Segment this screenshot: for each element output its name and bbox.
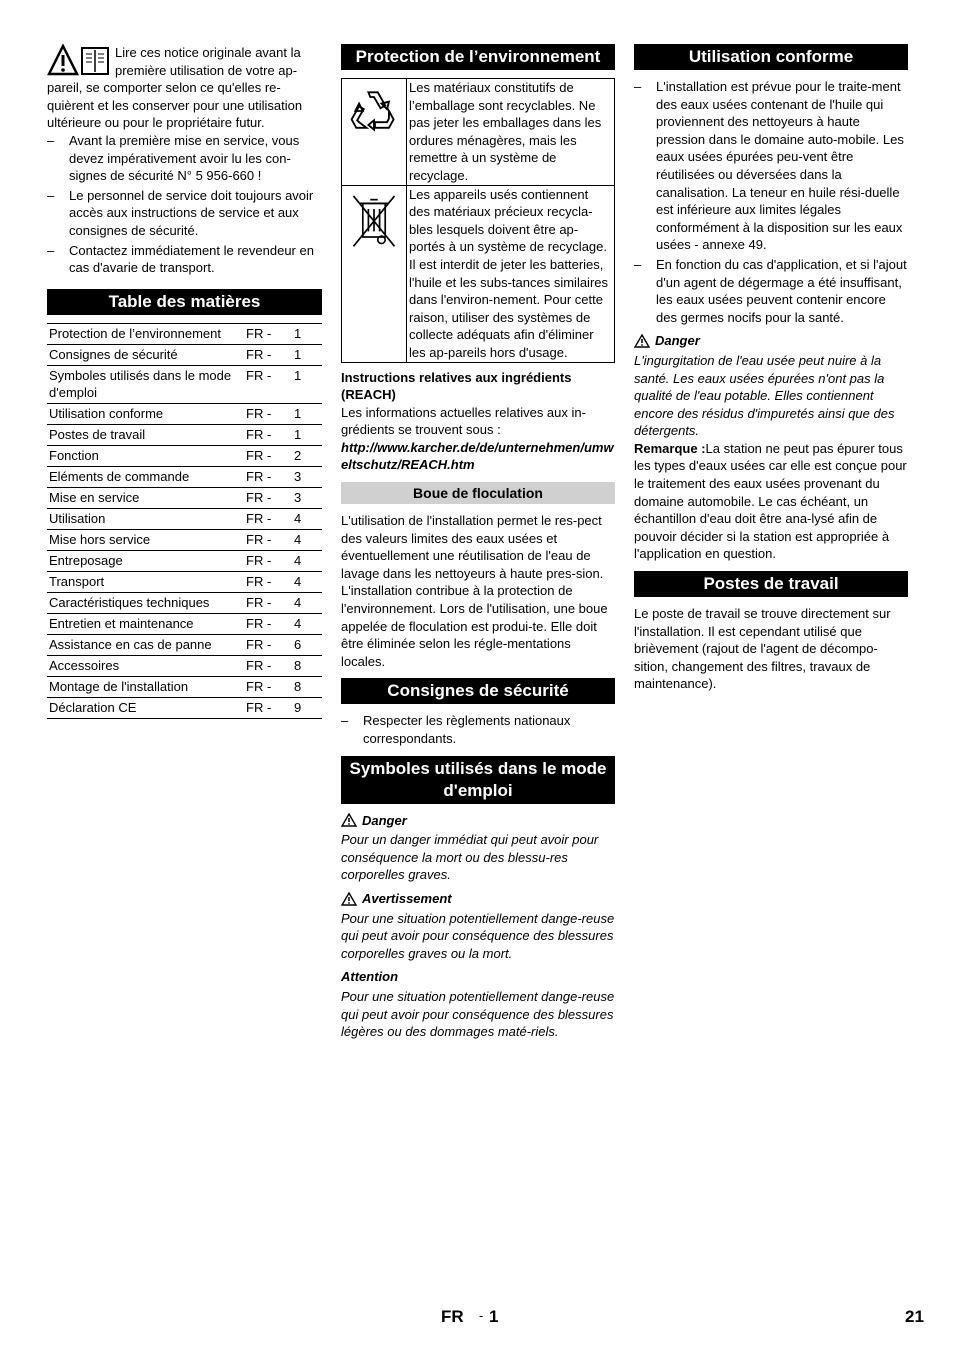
toc-page: 8 bbox=[292, 655, 322, 676]
intended-danger-heading bbox=[634, 332, 908, 350]
toc-label: Transport bbox=[47, 571, 244, 592]
footer-dash: - bbox=[479, 1308, 484, 1323]
intro-item: – Avant la première mise en service, vous devez impérativement avoir lu les con-signes de sécurité N° 5 956-660 ! bbox=[47, 132, 322, 185]
toc-row[interactable] bbox=[47, 508, 322, 529]
toc-prefix: FR - bbox=[244, 676, 292, 697]
toc-page: 1 bbox=[292, 323, 322, 344]
toc-page: 4 bbox=[292, 592, 322, 613]
toc-label: Entretien et maintenance bbox=[47, 613, 244, 634]
toc-row[interactable] bbox=[47, 634, 322, 655]
toc-page: 3 bbox=[292, 487, 322, 508]
toc-page: 4 bbox=[292, 529, 322, 550]
toc-row[interactable] bbox=[47, 466, 322, 487]
toc-row[interactable] bbox=[47, 550, 322, 571]
intended-danger-text: L'ingurgitation de l'eau usée peut nuire à la santé. Les eaux usées épurées n'ont pas la qualité de l'eau potable. Elles contiennent encore des résidus d'impuretés ainsi que des détergents. bbox=[634, 352, 895, 439]
recycle-text: Les matériaux constitutifs de l’emballage sont recyclables. Ne pas jeter les emballages dans les ordures ménagères, mais les remettre à un système de recyclage. bbox=[407, 79, 615, 186]
toc-page: 4 bbox=[292, 613, 322, 634]
workstations-text: Le poste de travail se trouve directement sur l'installation. Il est cependant utilisé que brièvement (rajout de l'agent de décompo-sition, changement des filtres, travaux de maintenance). bbox=[634, 606, 891, 692]
column-right bbox=[634, 44, 908, 693]
sludge-text: L'utilisation de l'installation permet le res-pect des valeurs limites des eaux usées et éventuellement une réutilisation de l'eau de lavage dans les nettoyeurs à haute pres-sion. L'installation contribue à la protection de l'environnement. Lors de l'utilisation, une boue appelée de floculation est produi-te. Elle doit être éliminée selon les régle-mentations locales. bbox=[341, 513, 608, 669]
safety-item: – Respecter les règlements nationaux correspondants. bbox=[341, 712, 615, 747]
toc-prefix: FR - bbox=[244, 592, 292, 613]
toc-row[interactable] bbox=[47, 365, 322, 403]
toc-title: Table des matières bbox=[47, 289, 322, 315]
safety-title: Consignes de sécurité bbox=[341, 678, 615, 704]
toc-label: Utilisation conforme bbox=[47, 403, 244, 424]
toc-prefix: FR - bbox=[244, 697, 292, 718]
environment-table bbox=[341, 78, 615, 363]
toc-page: 6 bbox=[292, 634, 322, 655]
workstations-title: Postes de travail bbox=[634, 571, 908, 597]
toc-page: 4 bbox=[292, 550, 322, 571]
toc-prefix: FR - bbox=[244, 550, 292, 571]
toc-label: Mise hors service bbox=[47, 529, 244, 550]
footer-page-in-lang: 1 bbox=[489, 1307, 499, 1326]
footer-language: FR bbox=[441, 1307, 464, 1326]
reach-text: Les informations actuelles relatives aux in-grédients se trouvent sous : bbox=[341, 404, 586, 438]
intro-list bbox=[47, 132, 322, 277]
toc-row[interactable] bbox=[47, 676, 322, 697]
toc-label: Postes de travail bbox=[47, 424, 244, 445]
toc-row[interactable] bbox=[47, 323, 322, 344]
toc-page: 8 bbox=[292, 676, 322, 697]
attention-label: Attention bbox=[341, 969, 399, 985]
toc-prefix: FR - bbox=[244, 529, 292, 550]
danger-text: Pour un danger immédiat qui peut avoir pour conséquence la mort ou des blessu-res corporelles graves. bbox=[341, 832, 599, 883]
weee-text: Les appareils usés contiennent des matériaux précieux recycla-bles lesquels doivent être ap-portés à un système de recyclage. Il est interdit de jeter les batteries, l'huile et les subs-tances similaires dans l'environ-nement. Pour cette raison, utiliser des systèmes de collecte adéquats afin d'éliminer les ap-pareils hors d'usage. bbox=[407, 185, 615, 362]
toc-row[interactable] bbox=[47, 655, 322, 676]
attention-text: Pour une situation potentiellement dange-reuse qui peut avoir pour conséquence des blessures légères ou des dommages maté-riels. bbox=[341, 988, 615, 1040]
intended-use-item: – En fonction du cas d'application, et si l'ajout d'un agent de dégermage a été insuffisant, les eaux usées peuvent contenir encore des germes nocifs pour la santé. bbox=[634, 256, 908, 326]
toc-page: 4 bbox=[292, 571, 322, 592]
remark-label: Remarque : bbox=[634, 440, 706, 456]
intro-section bbox=[47, 44, 322, 277]
toc-prefix: FR - bbox=[244, 323, 292, 344]
toc-label: Déclaration CE bbox=[47, 697, 244, 718]
danger-heading bbox=[341, 812, 615, 830]
toc-table bbox=[47, 323, 322, 719]
safety-list bbox=[341, 712, 615, 747]
toc-page: 4 bbox=[292, 508, 322, 529]
warning-label: Avertissement bbox=[362, 890, 452, 906]
intended-use-title: Utilisation conforme bbox=[634, 44, 908, 70]
toc-prefix: FR - bbox=[244, 508, 292, 529]
toc-label: Eléments de commande bbox=[47, 466, 244, 487]
warning-triangle-icon bbox=[341, 813, 357, 827]
toc-prefix: FR - bbox=[244, 634, 292, 655]
toc-label: Utilisation bbox=[47, 508, 244, 529]
reach-link[interactable]: http://www.karcher.de/de/unternehmen/umweltschutz/REACH.htm bbox=[341, 439, 614, 473]
column-middle bbox=[341, 44, 615, 1041]
toc-row[interactable] bbox=[47, 592, 322, 613]
toc-prefix: FR - bbox=[244, 365, 292, 403]
toc-prefix: FR - bbox=[244, 655, 292, 676]
remark-text: La station ne peut pas épurer tous les types d'eaux usées car elle est conçue pour le traitement des eaux usées provenant du domaine automobile. Le cas échéant, un échantillon d'eau doit être ana-lysé afin de pouvoir décider si la station est appropriée à l'application en question. bbox=[634, 440, 907, 562]
toc-label: Montage de l'installation bbox=[47, 676, 244, 697]
toc-row[interactable] bbox=[47, 697, 322, 718]
toc-row[interactable] bbox=[47, 613, 322, 634]
warning-triangle-icon bbox=[634, 334, 650, 348]
column-left bbox=[47, 44, 322, 719]
toc-label: Caractéristiques techniques bbox=[47, 592, 244, 613]
toc-prefix: FR - bbox=[244, 424, 292, 445]
warning-heading bbox=[341, 890, 615, 908]
warning-manual-icon bbox=[47, 44, 111, 78]
toc-row[interactable] bbox=[47, 529, 322, 550]
toc-page: 3 bbox=[292, 466, 322, 487]
toc-row[interactable] bbox=[47, 487, 322, 508]
toc-row[interactable] bbox=[47, 445, 322, 466]
toc-label: Symboles utilisés dans le mode d'emploi bbox=[47, 365, 244, 403]
toc-row[interactable] bbox=[47, 403, 322, 424]
toc-prefix: FR - bbox=[244, 445, 292, 466]
toc-label: Mise en service bbox=[47, 487, 244, 508]
toc-row[interactable] bbox=[47, 571, 322, 592]
symbols-title: Symboles utilisés dans le mode d'emploi bbox=[341, 756, 615, 804]
intended-use-list bbox=[634, 78, 908, 326]
intended-danger-label: Danger bbox=[655, 333, 700, 349]
toc-prefix: FR - bbox=[244, 403, 292, 424]
remark bbox=[634, 440, 908, 563]
page-number: 21 bbox=[905, 1307, 924, 1326]
environment-title: Protection de l’environnement bbox=[341, 44, 615, 70]
toc-page: 1 bbox=[292, 403, 322, 424]
toc-prefix: FR - bbox=[244, 344, 292, 365]
toc-prefix: FR - bbox=[244, 466, 292, 487]
toc-page: 9 bbox=[292, 697, 322, 718]
toc-page: 1 bbox=[292, 344, 322, 365]
reach-heading: Instructions relatives aux ingrédients (REACH) bbox=[341, 369, 572, 403]
toc-label: Protection de l’environnement bbox=[47, 323, 244, 344]
intro-item: – Le personnel de service doit toujours avoir accès aux instructions de service et aux consignes de sécurité. bbox=[47, 187, 322, 240]
toc-prefix: FR - bbox=[244, 571, 292, 592]
toc-prefix: FR - bbox=[244, 613, 292, 634]
toc-label: Accessoires bbox=[47, 655, 244, 676]
intro-text: Lire ces notice originale avant la première utilisation de votre ap-pareil, se comporter selon ce qu'elles re-quièrent et les conserver pour une utilisation ultérieure ou pour le propriétaire futur. bbox=[47, 45, 303, 131]
toc-label: Assistance en cas de panne bbox=[47, 634, 244, 655]
toc-label: Fonction bbox=[47, 445, 244, 466]
intended-use-item: – L'installation est prévue pour le traite-ment des eaux usées contenant de l'huile qui proviennent des nettoyeurs à haute pression dans le domaine auto-mobile. Les eaux usées épurées peu-vent être réutilisées ou déversées dans la canalisation. La teneur en huile rési-duelle est inférieure aux limites légales conformément à la disposition sur les eaux usées - annexe 49. bbox=[634, 78, 908, 254]
attention-heading bbox=[341, 968, 615, 986]
danger-label: Danger bbox=[362, 812, 407, 828]
toc-label: Consignes de sécurité bbox=[47, 344, 244, 365]
intro-item: – Contactez immédiatement le revendeur en cas d'avarie de transport. bbox=[47, 242, 322, 277]
warning-triangle-icon bbox=[341, 892, 357, 906]
warning-text: Pour une situation potentiellement dange-reuse qui peut avoir pour conséquence des blessures corporelles graves ou la mort. bbox=[341, 910, 615, 961]
sludge-heading: Boue de floculation bbox=[341, 482, 615, 504]
toc-row[interactable] bbox=[47, 424, 322, 445]
toc-page: 2 bbox=[292, 445, 322, 466]
toc-page: 1 bbox=[292, 365, 322, 403]
toc-label: Entreposage bbox=[47, 550, 244, 571]
toc-prefix: FR - bbox=[244, 487, 292, 508]
toc-row[interactable] bbox=[47, 344, 322, 365]
toc-page: 1 bbox=[292, 424, 322, 445]
recycling-icon bbox=[346, 83, 402, 139]
weee-bin-icon bbox=[346, 190, 402, 256]
